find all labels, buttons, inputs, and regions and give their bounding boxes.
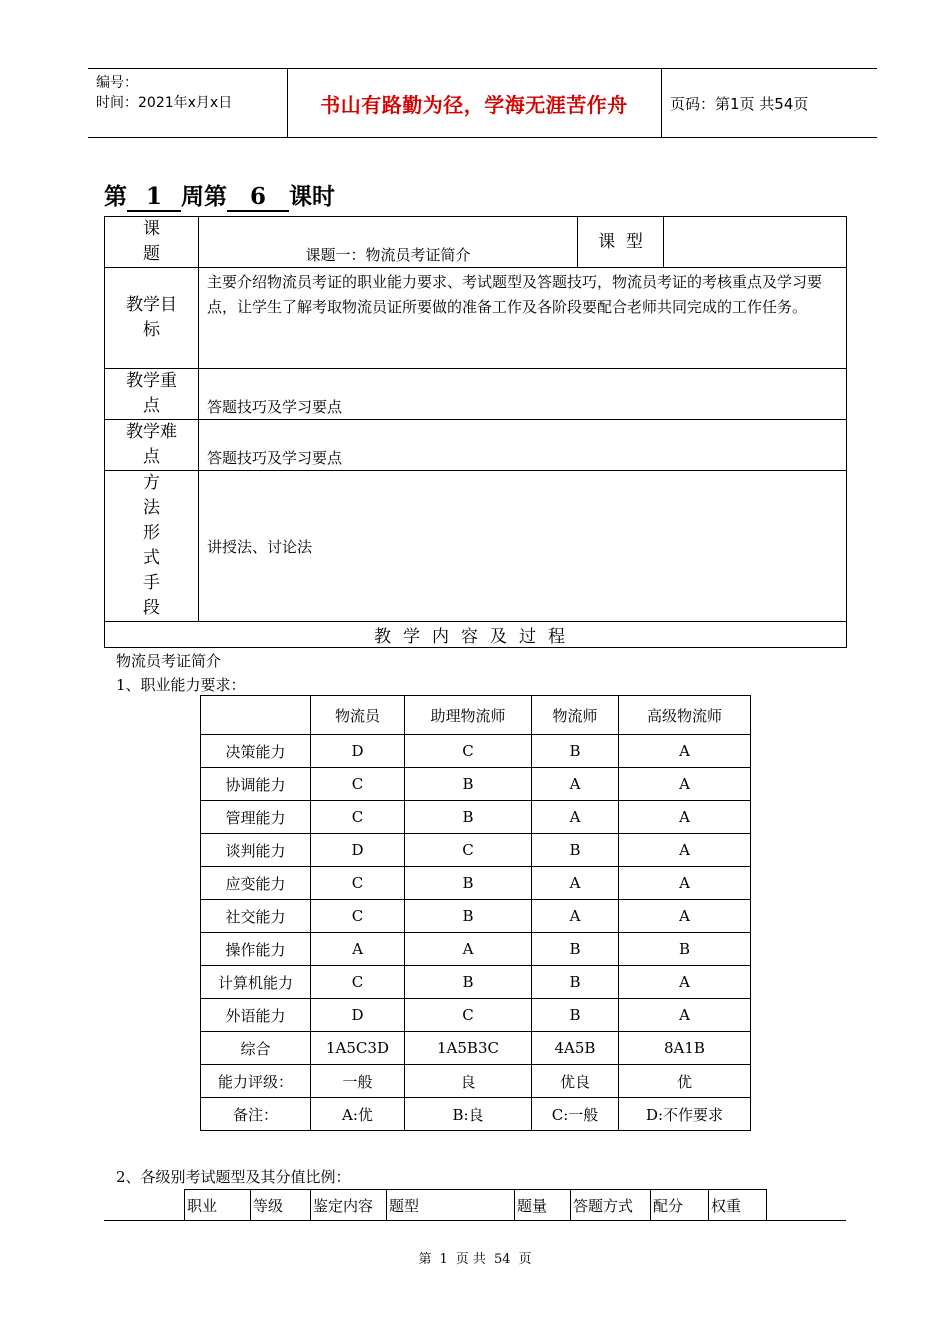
abilities-header-row xyxy=(201,696,751,735)
table-cell: A xyxy=(619,768,751,801)
table-cell: B xyxy=(532,834,619,867)
page-footer xyxy=(0,1248,950,1267)
table-cell: C:一般 xyxy=(532,1098,619,1131)
heading-abilities: 1、职业能力要求： xyxy=(116,676,246,694)
header-cell: 助理物流师 xyxy=(405,696,532,735)
table-row xyxy=(201,966,751,999)
difficulty-label: 教学难 点 xyxy=(105,420,199,471)
header-divider xyxy=(661,69,662,137)
table-cell: 良 xyxy=(405,1065,532,1098)
focus-row xyxy=(105,369,847,420)
table-cell: B xyxy=(532,999,619,1032)
title-prefix: 第 xyxy=(104,183,127,210)
table-cell: B xyxy=(405,867,532,900)
header-cell: 题量 xyxy=(515,1190,571,1221)
row-label-cell: 社交能力 xyxy=(201,900,311,933)
header-cell: 题型 xyxy=(387,1190,515,1221)
table-row xyxy=(201,1098,751,1131)
type-label: 课 型 xyxy=(578,217,664,268)
exam-table xyxy=(184,1189,767,1221)
footer-page-end: 页 xyxy=(518,1252,532,1267)
table-cell: B xyxy=(619,933,751,966)
row-label-cell: 备注： xyxy=(201,1098,311,1131)
table-cell: A xyxy=(619,834,751,867)
section-title: 教学内容及过程 xyxy=(105,622,847,648)
table-cell: D xyxy=(311,999,405,1032)
table-cell: B xyxy=(532,933,619,966)
table-cell: 8A1B xyxy=(619,1032,751,1065)
table-cell: C xyxy=(311,900,405,933)
table-cell: A xyxy=(532,900,619,933)
goal-value: 主要介绍物流员考证的职业能力要求、考试题型及答题技巧，物流员考证的考核重点及学习要点，让学生了解考取物流员证所要做的准备工作及各阶段要配合老师共同完成的工作任务。 xyxy=(199,268,847,369)
row-label-cell: 计算机能力 xyxy=(201,966,311,999)
header-cell: 职业 xyxy=(185,1190,251,1221)
table-cell: B xyxy=(405,801,532,834)
table-row xyxy=(201,801,751,834)
table-row xyxy=(201,834,751,867)
table-cell: A xyxy=(619,966,751,999)
table-cell: B xyxy=(532,735,619,768)
footer-total: 54 xyxy=(493,1252,511,1267)
header-cell: 高级物流师 xyxy=(619,696,751,735)
difficulty-row xyxy=(105,420,847,471)
table-cell: D:不作要求 xyxy=(619,1098,751,1131)
title-middle: 周第 xyxy=(181,183,227,210)
focus-label: 教学重 点 xyxy=(105,369,199,420)
lesson-plan-table xyxy=(104,216,847,648)
header-meta xyxy=(96,73,232,113)
table-cell: 一般 xyxy=(311,1065,405,1098)
row-label-cell: 能力评级： xyxy=(201,1065,311,1098)
table-cell: A xyxy=(619,999,751,1032)
table-cell: A xyxy=(619,735,751,768)
row-label-cell: 协调能力 xyxy=(201,768,311,801)
row-label-cell: 操作能力 xyxy=(201,933,311,966)
table-cell: 1A5C3D xyxy=(311,1032,405,1065)
table-cell: B xyxy=(532,966,619,999)
header-cell: 权重 xyxy=(709,1190,767,1221)
table-cell: C xyxy=(311,867,405,900)
row-label-cell: 决策能力 xyxy=(201,735,311,768)
doc-code-label: 编号： xyxy=(96,75,138,91)
table-cell: C xyxy=(311,768,405,801)
header-page-label: 页码：第1页 共54页 xyxy=(670,94,809,113)
exam-header-row xyxy=(185,1190,767,1221)
header-cell: 等级 xyxy=(251,1190,311,1221)
row-label-cell: 谈判能力 xyxy=(201,834,311,867)
header-cell xyxy=(201,696,311,735)
table-cell: C xyxy=(405,735,532,768)
table-cell: 优良 xyxy=(532,1065,619,1098)
type-value xyxy=(664,217,847,268)
goal-row xyxy=(105,268,847,369)
topic-value: 课题一：物流员考证简介 xyxy=(199,217,578,268)
row-label-cell: 管理能力 xyxy=(201,801,311,834)
row-label-cell: 应变能力 xyxy=(201,867,311,900)
row-label-cell: 综合 xyxy=(201,1032,311,1065)
header-cell: 答题方式 xyxy=(571,1190,651,1221)
table-cell: B xyxy=(405,966,532,999)
header-cell: 配分 xyxy=(651,1190,709,1221)
focus-value: 答题技巧及学习要点 xyxy=(199,369,847,420)
table-cell: D xyxy=(311,834,405,867)
header-cell: 物流员 xyxy=(311,696,405,735)
method-value: 讲授法、讨论法 xyxy=(199,471,847,622)
footer-page-num: 1 xyxy=(439,1252,448,1267)
section-row xyxy=(105,622,847,648)
footer-page-word: 第 xyxy=(418,1252,432,1267)
table-cell: A:优 xyxy=(311,1098,405,1131)
table-cell: C xyxy=(311,966,405,999)
table-cell: C xyxy=(405,999,532,1032)
table-cell: 4A5B xyxy=(532,1032,619,1065)
document-header xyxy=(88,68,877,138)
intro-text: 物流员考证简介 xyxy=(116,652,222,670)
table-cell: A xyxy=(405,933,532,966)
row-label-cell: 外语能力 xyxy=(201,999,311,1032)
table-row xyxy=(201,735,751,768)
method-row xyxy=(105,471,847,622)
table-cell: B:良 xyxy=(405,1098,532,1131)
table-cell: C xyxy=(405,834,532,867)
abilities-table xyxy=(200,695,751,1131)
table-cell: A xyxy=(311,933,405,966)
header-cell: 鉴定内容 xyxy=(311,1190,387,1221)
footer-page-mid: 页 共 xyxy=(455,1252,486,1267)
table-cell: A xyxy=(619,900,751,933)
table-row xyxy=(201,900,751,933)
table-row xyxy=(201,768,751,801)
table-cell: A xyxy=(532,768,619,801)
footer-divider xyxy=(104,1220,846,1221)
table-row xyxy=(201,933,751,966)
table-row xyxy=(201,867,751,900)
table-cell: A xyxy=(532,867,619,900)
table-row xyxy=(201,1065,751,1098)
goal-label: 教学目 标 xyxy=(105,268,199,369)
table-cell: A xyxy=(532,801,619,834)
table-cell: A xyxy=(619,867,751,900)
page-title xyxy=(104,178,335,212)
difficulty-value: 答题技巧及学习要点 xyxy=(199,420,847,471)
table-cell: 优 xyxy=(619,1065,751,1098)
table-cell: 1A5B3C xyxy=(405,1032,532,1065)
heading-exam: 2、各级别考试题型及其分值比例： xyxy=(116,1168,351,1186)
table-cell: A xyxy=(619,801,751,834)
title-period: 6 xyxy=(227,184,289,212)
table-cell: B xyxy=(405,900,532,933)
topic-row xyxy=(105,217,847,268)
table-row xyxy=(201,1032,751,1065)
table-cell: C xyxy=(311,801,405,834)
header-motto: 书山有路勤为径，学海无涯苦作舟 xyxy=(320,92,628,117)
title-suffix: 课时 xyxy=(289,183,335,210)
header-cell: 物流师 xyxy=(532,696,619,735)
topic-label: 课 题 xyxy=(105,217,199,268)
title-week: 1 xyxy=(127,184,181,212)
doc-time-label: 时间：2021年x月x日 xyxy=(96,95,233,111)
method-label: 方 法 形 式 手 段 xyxy=(105,471,199,622)
table-cell: B xyxy=(405,768,532,801)
table-cell: D xyxy=(311,735,405,768)
table-row xyxy=(201,999,751,1032)
